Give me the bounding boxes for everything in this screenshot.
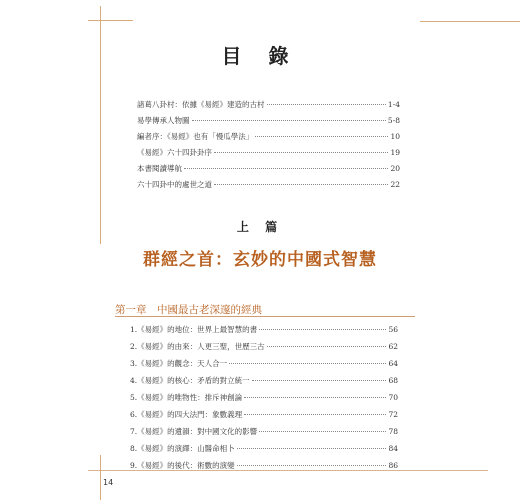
leader-dots <box>259 329 386 330</box>
leader-dots <box>252 380 387 381</box>
toc-entry[interactable] <box>130 460 398 471</box>
frame-line <box>420 21 520 22</box>
toc-entry-label: 2.《易經》的由來：人更三聖，世歷三古 <box>130 342 265 351</box>
leader-dots <box>214 184 388 185</box>
frame-line <box>88 20 133 21</box>
toc-entry-page: 64 <box>388 359 398 368</box>
leader-dots <box>214 152 388 153</box>
part-title: 群經之首：玄妙的中國式智慧 <box>143 250 377 270</box>
toc-entry-label: 1.《易經》的地位：世界上最智慧的書 <box>130 325 258 334</box>
frame-line <box>100 44 101 244</box>
toc-entry-label: 《易經》六十四卦卦序 <box>137 148 212 157</box>
toc-entry-label: 六十四卦中的處世之道 <box>137 180 212 189</box>
toc-entry-page: 22 <box>390 180 400 189</box>
toc-entry-page: 70 <box>388 393 398 402</box>
toc-entry[interactable] <box>137 179 400 190</box>
toc-entry[interactable] <box>137 163 400 174</box>
toc-entry-page: 72 <box>388 410 398 419</box>
toc-entry[interactable] <box>130 443 398 454</box>
toc-entry[interactable] <box>137 131 400 142</box>
leader-dots <box>244 397 386 398</box>
toc-entry-label: 8.《易經》的演繹：山醫命相卜 <box>130 444 235 453</box>
toc-entry-page: 5-8 <box>387 116 400 125</box>
toc-entry-page: 19 <box>390 148 400 157</box>
toc-entry-label: 3.《易經》的觀念：天人合一 <box>130 359 228 368</box>
chapter-heading: 第一章 中國最古老深邃的經典 <box>115 304 262 316</box>
leader-dots <box>184 168 388 169</box>
toc-entry-label: 編者序：《易經》也有「慢瓜學法」 <box>137 132 254 141</box>
toc-entry[interactable] <box>137 115 400 126</box>
toc-entry-page: 86 <box>388 461 398 470</box>
frame-line <box>100 6 101 44</box>
toc-entry[interactable] <box>130 409 398 420</box>
part-heading: 上 篇 <box>236 220 284 234</box>
toc-entry[interactable] <box>130 324 398 335</box>
toc-entry-page: 62 <box>388 342 398 351</box>
leader-dots <box>237 465 387 466</box>
frame-line <box>100 455 101 500</box>
toc-entry-label: 易學傳承人物圖 <box>137 116 190 125</box>
leader-dots <box>267 346 387 347</box>
toc-entry-page: 68 <box>388 376 398 385</box>
leader-dots <box>259 431 386 432</box>
leader-dots <box>255 136 388 137</box>
toc-entry[interactable] <box>130 426 398 437</box>
toc-entry-label: 5.《易經》的唯物性：排斥神創論 <box>130 393 243 402</box>
toc-entry-page: 10 <box>390 132 400 141</box>
leader-dots <box>244 414 386 415</box>
toc-entry[interactable] <box>130 392 398 403</box>
toc-entry-label: 本書閱讀導航 <box>137 164 182 173</box>
page-number: 14 <box>103 478 114 487</box>
toc-entry-page: 78 <box>388 427 398 436</box>
page-title: 目 錄 <box>221 44 299 68</box>
toc-entry-page: 56 <box>388 325 398 334</box>
toc-entry-page: 20 <box>390 164 400 173</box>
chapter-divider <box>115 316 415 317</box>
toc-entry-label: 6.《易經》的四大法門：象數義理 <box>130 410 243 419</box>
toc-entry-label: 諸葛八卦村：依據《易經》建造的古村 <box>137 100 265 109</box>
toc-entry[interactable] <box>130 358 398 369</box>
toc-entry-page: 84 <box>388 444 398 453</box>
leader-dots <box>237 448 387 449</box>
toc-entry[interactable] <box>137 147 400 158</box>
leader-dots <box>229 363 386 364</box>
toc-entry-label: 9.《易經》的後代：術數的演變 <box>130 461 235 470</box>
toc-entry-label: 4.《易經》的核心：矛盾的對立統一 <box>130 376 250 385</box>
toc-entry[interactable] <box>130 375 398 386</box>
leader-dots <box>192 120 386 121</box>
toc-entry-label: 7.《易經》的遺韻：對中國文化的影響 <box>130 427 258 436</box>
toc-entry[interactable] <box>130 341 398 352</box>
toc-entry-page: 1-4 <box>387 100 400 109</box>
toc-entry[interactable] <box>137 99 400 110</box>
leader-dots <box>267 104 386 105</box>
